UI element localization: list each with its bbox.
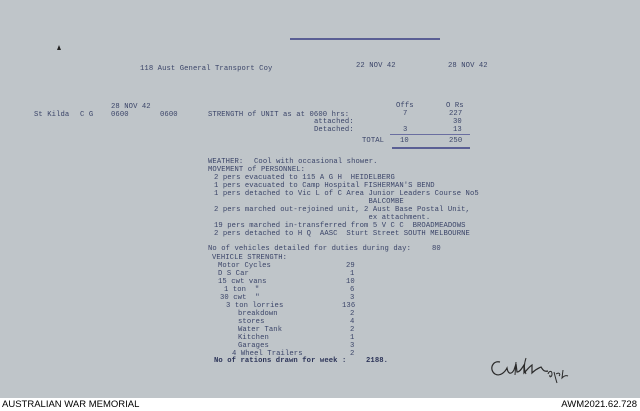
vehicle-row-value: 2 bbox=[350, 350, 355, 358]
vehicle-row-value: 2 bbox=[350, 326, 355, 334]
entry-time-a: 0600 bbox=[111, 111, 129, 119]
vehicles-detailed-label: No of vehicles detailed for duties during day: bbox=[208, 245, 412, 253]
strength-label: STRENGTH of UNIT as at 0600 hrs: bbox=[208, 111, 350, 119]
strength-total-label: TOTAL bbox=[362, 137, 385, 145]
strength-total-underline bbox=[392, 147, 470, 149]
movement-line: BALCOMBE bbox=[214, 198, 404, 206]
vehicle-row-label: Water Tank bbox=[238, 326, 283, 334]
vehicle-row-label: breakdown bbox=[238, 310, 278, 318]
footer-bar bbox=[0, 398, 640, 411]
strength-offrs-header: Offs bbox=[396, 102, 414, 110]
period-from: 22 NOV 42 bbox=[356, 62, 396, 70]
entry-date: 28 NOV 42 bbox=[111, 103, 151, 111]
vehicle-row-value: 6 bbox=[350, 286, 355, 294]
vehicle-row-value: 3 bbox=[350, 342, 355, 350]
entry-place-note: C G bbox=[80, 111, 94, 119]
vehicle-row-value: 2 bbox=[350, 310, 355, 318]
strength-ors-detached: 13 bbox=[453, 126, 462, 134]
weather-text: Cool with occasional shower. bbox=[254, 158, 378, 166]
vehicle-row-value: 10 bbox=[346, 278, 355, 286]
movement-line: ex attachment. bbox=[214, 214, 431, 222]
vehicle-row-label: Garages bbox=[238, 342, 269, 350]
rations-value: 2188. bbox=[366, 357, 389, 365]
vehicle-row-value: 3 bbox=[350, 294, 355, 302]
strength-ors-header: O Rs bbox=[446, 102, 464, 110]
movement-line: 1 pers evacuated to Camp Hospital FISHERMAN'S BEND bbox=[214, 182, 435, 190]
strength-total-rule bbox=[390, 134, 470, 135]
vehicle-row-label: Kitchen bbox=[238, 334, 269, 342]
strength-attached-label: attached: bbox=[314, 118, 354, 126]
period-to: 28 NOV 42 bbox=[448, 62, 488, 70]
movement-line: 2 pers detached to H Q AASC Sturt Street SOUTH MELBOURNE bbox=[214, 230, 470, 238]
vehicle-row-label: Motor Cycles bbox=[218, 262, 271, 270]
vehicle-strength-heading: VEHICLE STRENGTH: bbox=[212, 254, 288, 262]
strength-ors-attached: 30 bbox=[453, 118, 462, 126]
header-rule-top bbox=[290, 38, 440, 40]
vehicle-row-value: 1 bbox=[350, 270, 355, 278]
entry-time-b: 0600 bbox=[160, 111, 178, 119]
handwritten-signature bbox=[486, 350, 576, 386]
vehicle-row-value: 29 bbox=[346, 262, 355, 270]
entry-place: St Kilda bbox=[34, 111, 70, 119]
punch-hole-mark bbox=[56, 44, 62, 51]
vehicle-row-label: D S Car bbox=[218, 270, 249, 278]
vehicle-row-label: 30 cwt " bbox=[220, 294, 260, 302]
unit-name: 118 Aust General Transport Coy bbox=[140, 65, 273, 73]
vehicle-row-label: stores bbox=[238, 318, 265, 326]
weather-label: WEATHER: bbox=[208, 158, 244, 166]
strength-offrs-unit: 7 bbox=[403, 110, 408, 118]
strength-ors-unit: 227 bbox=[449, 110, 463, 118]
vehicle-row-label: 15 cwt vans bbox=[218, 278, 267, 286]
vehicle-row-label: 3 ton lorries bbox=[226, 302, 284, 310]
strength-offrs-total: 10 bbox=[400, 137, 409, 145]
movement-heading: MOVEMENT of PERSONNEL: bbox=[208, 166, 306, 174]
strength-offrs-detached: 3 bbox=[403, 126, 408, 134]
vehicle-row-label: 1 ton " bbox=[224, 286, 260, 294]
strength-ors-total: 250 bbox=[449, 137, 463, 145]
vehicle-row-value: 4 bbox=[350, 318, 355, 326]
vehicle-row-value: 136 bbox=[342, 302, 356, 310]
vehicle-row-value: 1 bbox=[350, 334, 355, 342]
vehicles-detailed-value: 80 bbox=[432, 245, 441, 253]
movement-line: 2 pers evacuated to 115 A G H HEIDELBERG bbox=[214, 174, 395, 182]
footer-credit: AUSTRALIAN WAR MEMORIAL bbox=[2, 399, 140, 410]
movement-line: 2 pers marched out-rejoined unit, 2 Aust Base Postal Unit, bbox=[214, 206, 470, 214]
strength-detached-label: Detached: bbox=[314, 126, 354, 134]
rations-label: No of rations drawn for week : bbox=[214, 357, 347, 365]
movement-line: 1 pers detached to Vic L of C Area Junior Leaders Course No5 bbox=[214, 190, 479, 198]
vehicle-row-label: 4 Wheel Trailers bbox=[232, 350, 303, 358]
movement-line: 19 pers marched in-transferred from 5 V C C BROADMEADOWS bbox=[214, 222, 466, 230]
footer-accession-number: AWM2021.62.728 bbox=[561, 399, 637, 410]
